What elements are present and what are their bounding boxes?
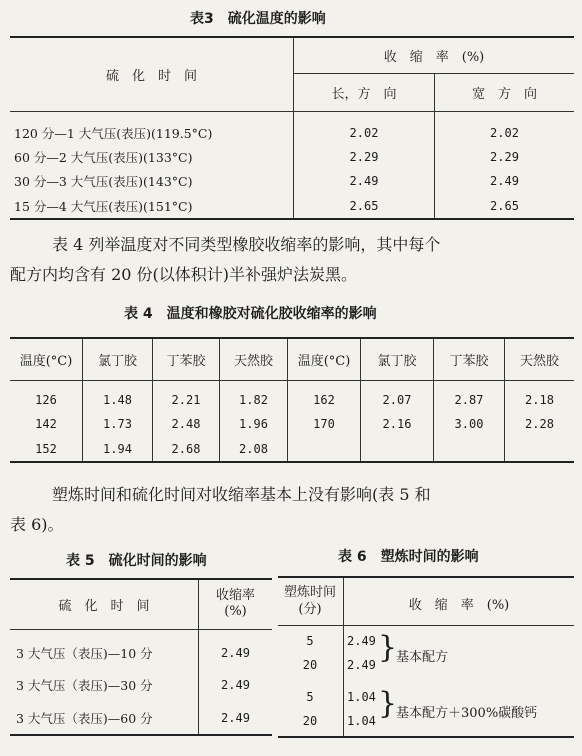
table3-long-cell: 2.29 bbox=[294, 145, 435, 169]
table4-header-cell: 天然胶 bbox=[220, 338, 288, 380]
table-row bbox=[10, 412, 574, 436]
table4-cell: 2.48 bbox=[153, 412, 220, 436]
table4-header-cell: 天然胶 bbox=[519, 353, 559, 369]
table5-col-shrink-label: 收缩率 bbox=[215, 588, 255, 604]
table-row bbox=[10, 436, 574, 462]
table3-col-shrink: 收 缩 率 (%) bbox=[294, 37, 575, 73]
table6-brace-icon: } bbox=[378, 630, 398, 665]
table4-cell: 2.87 bbox=[434, 388, 505, 412]
table6-col-time-label: 塑炼时间 bbox=[283, 585, 336, 600]
table6-column-divider bbox=[343, 578, 344, 736]
table6-brace-icon: } bbox=[378, 686, 398, 721]
table4-cell bbox=[505, 436, 575, 462]
table3-time-cell: 60 分—2 大气压(表压)(133°C) bbox=[10, 145, 294, 169]
table4-cell: 2.18 bbox=[525, 393, 554, 407]
table4-cell: 2.16 bbox=[361, 412, 434, 436]
table4-cell: 170 bbox=[288, 412, 361, 436]
table4-header-cell: 温度(°C) bbox=[288, 338, 361, 380]
table3-col-wide: 宽 方 向 bbox=[471, 86, 537, 102]
table-row bbox=[10, 193, 574, 219]
table4-cell: 142 bbox=[10, 412, 83, 436]
table4-cell: 2.28 bbox=[525, 417, 554, 431]
table6-col-time-unit: (分) bbox=[298, 602, 322, 617]
table6-value-cell: 2.49 bbox=[347, 634, 376, 648]
table4-cell: 152 bbox=[10, 436, 83, 462]
table3 bbox=[10, 36, 574, 220]
table5-value-cell: 2.49 bbox=[221, 710, 250, 725]
table3-long-cell: 2.65 bbox=[294, 193, 435, 219]
table6-col-shrink: 收 缩 率 (%) bbox=[408, 598, 510, 613]
table4-cell: 1.73 bbox=[83, 412, 153, 436]
paragraph1-line1: 表 4 列举温度对不同类型橡胶收缩率的影响，其中每个 bbox=[52, 235, 441, 254]
table6-value-cell: 1.04 bbox=[347, 690, 376, 704]
table6-caption: 表 6 塑炼时间的影响 bbox=[338, 549, 479, 565]
table3-time-cell: 120 分—1 大气压(表压)(119.5°C) bbox=[10, 121, 294, 145]
table4-header-cell: 丁苯胶 bbox=[153, 338, 220, 380]
table6-time-cell: 5 bbox=[306, 634, 314, 648]
table-row bbox=[10, 388, 574, 412]
table-row bbox=[10, 637, 272, 669]
table5-time-cell: 3 大气压（表压)—30 分 bbox=[10, 669, 199, 701]
table5-col-time: 硫 化 时 间 bbox=[10, 579, 199, 629]
table5-col-shrink-unit: (%) bbox=[224, 604, 247, 620]
table-row bbox=[10, 169, 574, 193]
table3-long-cell: 2.49 bbox=[294, 169, 435, 193]
table6-group-label: 基本配方 bbox=[396, 650, 449, 665]
table3-col-long: 长，方 向 bbox=[294, 73, 435, 111]
table4-cell: 1.96 bbox=[220, 412, 288, 436]
table-row bbox=[10, 145, 574, 169]
table5-col-shrink bbox=[199, 579, 273, 629]
paragraph1-line2: 配方内均含有 20 份(以体积计)半补强炉法炭黑。 bbox=[10, 265, 358, 284]
table5-caption: 表 5 硫化时间的影响 bbox=[66, 553, 207, 569]
table5 bbox=[10, 578, 272, 736]
table4-cell: 162 bbox=[288, 388, 361, 412]
table4-cell: 2.68 bbox=[153, 436, 220, 462]
table-row bbox=[10, 701, 272, 735]
table6 bbox=[278, 576, 574, 738]
table3-time-cell: 15 分—4 大气压(表压)(151°C) bbox=[10, 193, 294, 219]
table4-cell bbox=[361, 436, 434, 462]
table-row bbox=[10, 669, 272, 701]
table4-cell: 1.48 bbox=[83, 388, 153, 412]
table4-cell: 1.94 bbox=[83, 436, 153, 462]
table4-cell: 2.21 bbox=[153, 388, 220, 412]
table3-time-cell: 30 分—3 大气压(表压)(143°C) bbox=[10, 169, 294, 193]
table4-header-cell: 丁苯胶 bbox=[434, 338, 505, 380]
paragraph2-line1: 塑炼时间和硫化时间对收缩率基本上没有影响(表 5 和 bbox=[52, 485, 431, 504]
table6-value-cell: 1.04 bbox=[347, 714, 376, 728]
table4-cell: 2.08 bbox=[220, 436, 288, 462]
table3-long-cell: 2.02 bbox=[294, 121, 435, 145]
table5-time-cell: 3 大气压（表压)—10 分 bbox=[10, 637, 199, 669]
table4-header-cell: 氯丁胶 bbox=[361, 338, 434, 380]
table3-wide-cell: 2.02 bbox=[490, 126, 519, 140]
table4-cell bbox=[434, 436, 505, 462]
table4-caption: 表 4 温度和橡胶对硫化胶收缩率的影响 bbox=[124, 306, 377, 322]
table6-time-cell: 20 bbox=[302, 658, 318, 672]
table4-cell: 3.00 bbox=[434, 412, 505, 436]
table6-col-time bbox=[278, 584, 342, 618]
table3-caption: 表3 硫化温度的影响 bbox=[190, 11, 326, 27]
table6-time-cell: 5 bbox=[306, 690, 314, 704]
table3-col-time: 硫 化 时 间 bbox=[10, 37, 294, 111]
table3-wide-cell: 2.65 bbox=[490, 198, 519, 213]
table4-cell: 2.07 bbox=[361, 388, 434, 412]
table5-value-cell: 2.49 bbox=[221, 678, 250, 692]
table5-time-cell: 3 大气压（表压)—60 分 bbox=[10, 701, 199, 735]
table3-wide-cell: 2.49 bbox=[490, 174, 519, 188]
table4-header-cell: 温度(°C) bbox=[10, 338, 83, 380]
table6-value-cell: 2.49 bbox=[347, 658, 376, 672]
table4-cell: 126 bbox=[10, 388, 83, 412]
table4-cell bbox=[288, 436, 361, 462]
table5-value-cell: 2.49 bbox=[221, 646, 250, 660]
table6-header-divider bbox=[278, 625, 574, 626]
table3-wide-cell: 2.29 bbox=[490, 150, 519, 164]
paragraph2-line2: 表 6)。 bbox=[10, 515, 64, 534]
table-row bbox=[10, 121, 574, 145]
table6-time-cell: 20 bbox=[302, 714, 318, 728]
table4-header-cell: 氯丁胶 bbox=[83, 338, 153, 380]
table4 bbox=[10, 337, 574, 463]
table4-cell: 1.82 bbox=[220, 388, 288, 412]
table6-group-label: 基本配方＋300%碳酸钙 bbox=[396, 706, 538, 721]
